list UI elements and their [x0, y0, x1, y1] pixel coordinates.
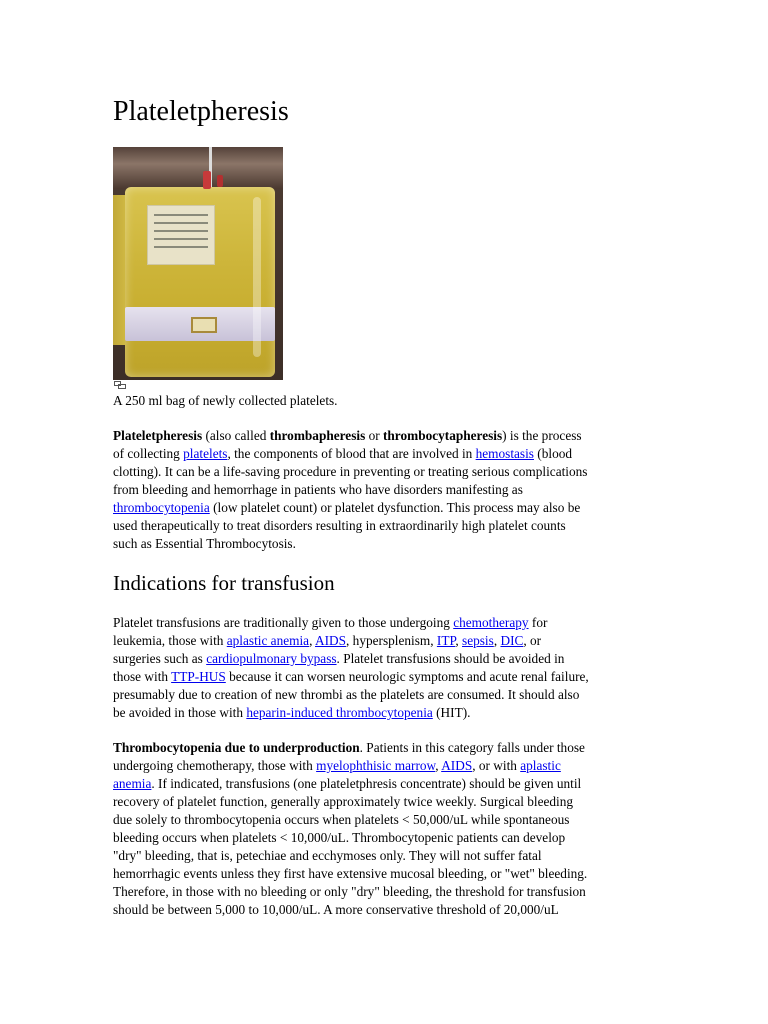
image-caption: A 250 ml bag of newly collected platelets.	[113, 393, 338, 408]
section-heading-indications: Indications for transfusion	[113, 571, 335, 595]
term-thrombocytapheresis: thrombocytapheresis	[382, 428, 503, 443]
link-aplastic-anemia-2a[interactable]: aplastic	[520, 758, 561, 773]
broken-image-icon	[114, 381, 126, 389]
indications-paragraph: Platelet transfusions are traditionally given to those undergoing chemotherapy for leukemia, those with aplastic anemia, AIDS, hypersplenism, ITP, sepsis, DIC, or surgeries such as cardiopulmonary bypass. Platelet transfusions should be avoided in those with TTP-HUS because it can worsen neurologic symptoms and acute renal failure, presumably due to creation of new thrombi as the platelets are consumed. It should also be avoided in those with heparin-induced thrombocytopenia (HIT).	[113, 615, 589, 720]
link-dic[interactable]: DIC	[500, 633, 524, 648]
link-hemostasis[interactable]: hemostasis	[475, 446, 534, 461]
term-plateletpheresis: Plateletpheresis	[113, 428, 203, 443]
link-ttp-hus[interactable]: TTP-HUS	[171, 669, 226, 684]
link-thrombocytopenia[interactable]: thrombocytopenia	[113, 500, 210, 515]
link-aids[interactable]: AIDS	[315, 633, 347, 648]
link-sepsis[interactable]: sepsis	[462, 633, 494, 648]
link-platelets[interactable]: platelets	[183, 446, 228, 461]
link-cardiopulmonary-bypass[interactable]: cardiopulmonary bypass	[206, 651, 337, 666]
term-thrombapheresis: thrombapheresis	[269, 428, 366, 443]
link-aids-2[interactable]: AIDS	[441, 758, 473, 773]
link-aplastic-anemia-2b[interactable]: anemia	[113, 776, 152, 791]
intro-paragraph: Plateletpheresis (also called thrombapheresis or thrombocytapheresis) is the process of collecting platelets, the components of blood that are involved in hemostasis (blood clotting). It can be a life-saving procedure in preventing or treating serious complications from bleeding and hemorrhage in patients who have disorders manifesting as thrombocytopenia (low platelet count) or platelet dysfunction. This process may also be used therapeutically to treat disorders resulting in extraordinarily high platelet counts such as Essential Thrombocytosis.	[113, 428, 588, 551]
link-aplastic-anemia[interactable]: aplastic anemia	[226, 633, 310, 648]
underproduction-paragraph: Thrombocytopenia due to underproduction. Patients in this category falls under those undergoing chemotherapy, those with myelophthisic marrow, AIDS, or with aplastic anemia. If indicated, transfusions (one plateletphresis concentrate) should be given until recovery of platelet function, generally approximately twice weekly. Surgical bleeding due solely to thrombocytopenia occurs when platelets < 50,000/uL while spontaneous bleeding occurs when platelets < 10,000/uL. Thrombocytopenic patients can develop "dry" bleeding, that is, petechiae and ecchymoses only. They will not suffer fatal hemorrhagic events unless they first have extensive mucosal bleeding, or "wet" bleeding. Therefore, in those with no bleeding or only "dry" bleeding, the threshold for transfusion should be between 5,000 to 10,000/uL. A more conservative threshold of 20,000/uL	[113, 740, 588, 917]
platelet-bag-photo	[113, 147, 283, 380]
link-myelophthisic-marrow[interactable]: myelophthisic marrow	[316, 758, 436, 773]
link-heparin-induced-thrombocytopenia[interactable]: heparin-induced thrombocytopenia	[246, 705, 433, 720]
link-itp[interactable]: ITP	[436, 633, 456, 648]
page-title: Plateletpheresis	[113, 96, 289, 127]
term-underproduction: Thrombocytopenia due to underproduction	[113, 740, 360, 755]
link-chemotherapy[interactable]: chemotherapy	[453, 615, 529, 630]
